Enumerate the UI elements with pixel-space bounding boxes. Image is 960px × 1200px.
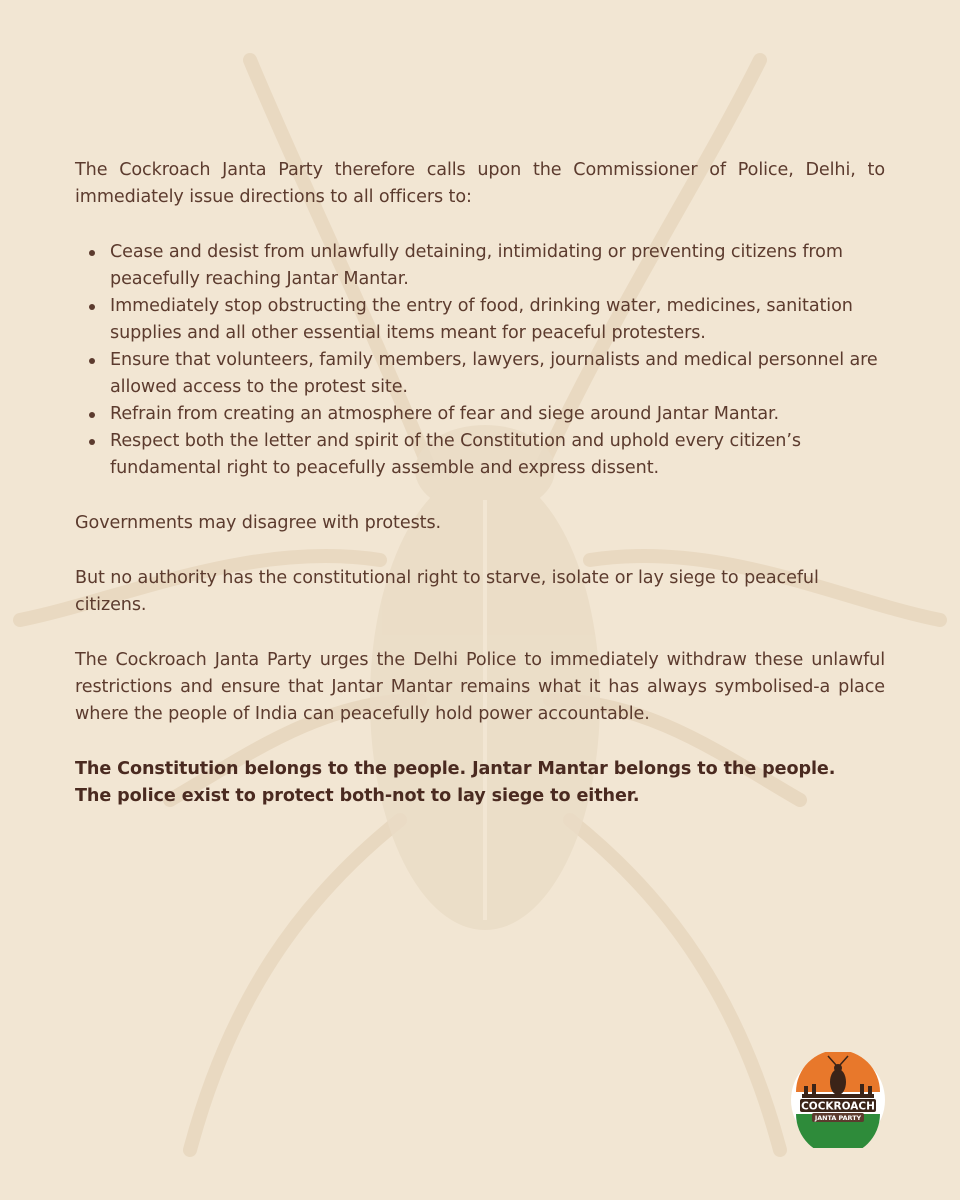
- logo-name-top: COCKROACH: [801, 1100, 875, 1113]
- list-item: Ensure that volunteers, family members, lawyers, journalists and medical personnel are allowed access to the protest site.: [110, 347, 885, 401]
- statement-body: [75, 157, 885, 810]
- list-item: Cease and desist from unlawfully detaining, intimidating or preventing citizens from peacefully reaching Jantar Mantar.: [110, 239, 885, 293]
- paragraph-authority: But no authority has the constitutional right to starve, isolate or lay siege to peaceful citizens.: [75, 568, 819, 615]
- closing-line-2: The police exist to protect both-not to lay siege to either.: [75, 786, 640, 806]
- party-logo: [790, 1052, 886, 1148]
- logo-name-bottom: JANTA PARTY: [814, 1114, 862, 1123]
- list-item: Refrain from creating an atmosphere of fear and siege around Jantar Mantar.: [110, 401, 885, 428]
- demands-list: [75, 239, 885, 482]
- closing-line-1: The Constitution belongs to the people. Jantar Mantar belongs to the people.: [75, 759, 836, 779]
- list-item: Immediately stop obstructing the entry of food, drinking water, medicines, sanitation supplies and all other essential items meant for peaceful protesters.: [110, 293, 885, 347]
- list-item: Respect both the letter and spirit of the Constitution and uphold every citizen’s fundamental right to peacefully assemble and express dissent.: [110, 428, 885, 482]
- paragraph-urges: The Cockroach Janta Party urges the Delhi Police to immediately withdraw these unlawful restrictions and ensure that Jantar Mantar remains what it has always symbolised-a place where the people of India can peacefully hold power accountable.: [75, 650, 885, 724]
- paragraph-governments: Governments may disagree with protests.: [75, 513, 442, 533]
- intro-paragraph: The Cockroach Janta Party therefore calls upon the Commissioner of Police, Delhi, to immediately issue directions to all officers to:: [75, 160, 885, 207]
